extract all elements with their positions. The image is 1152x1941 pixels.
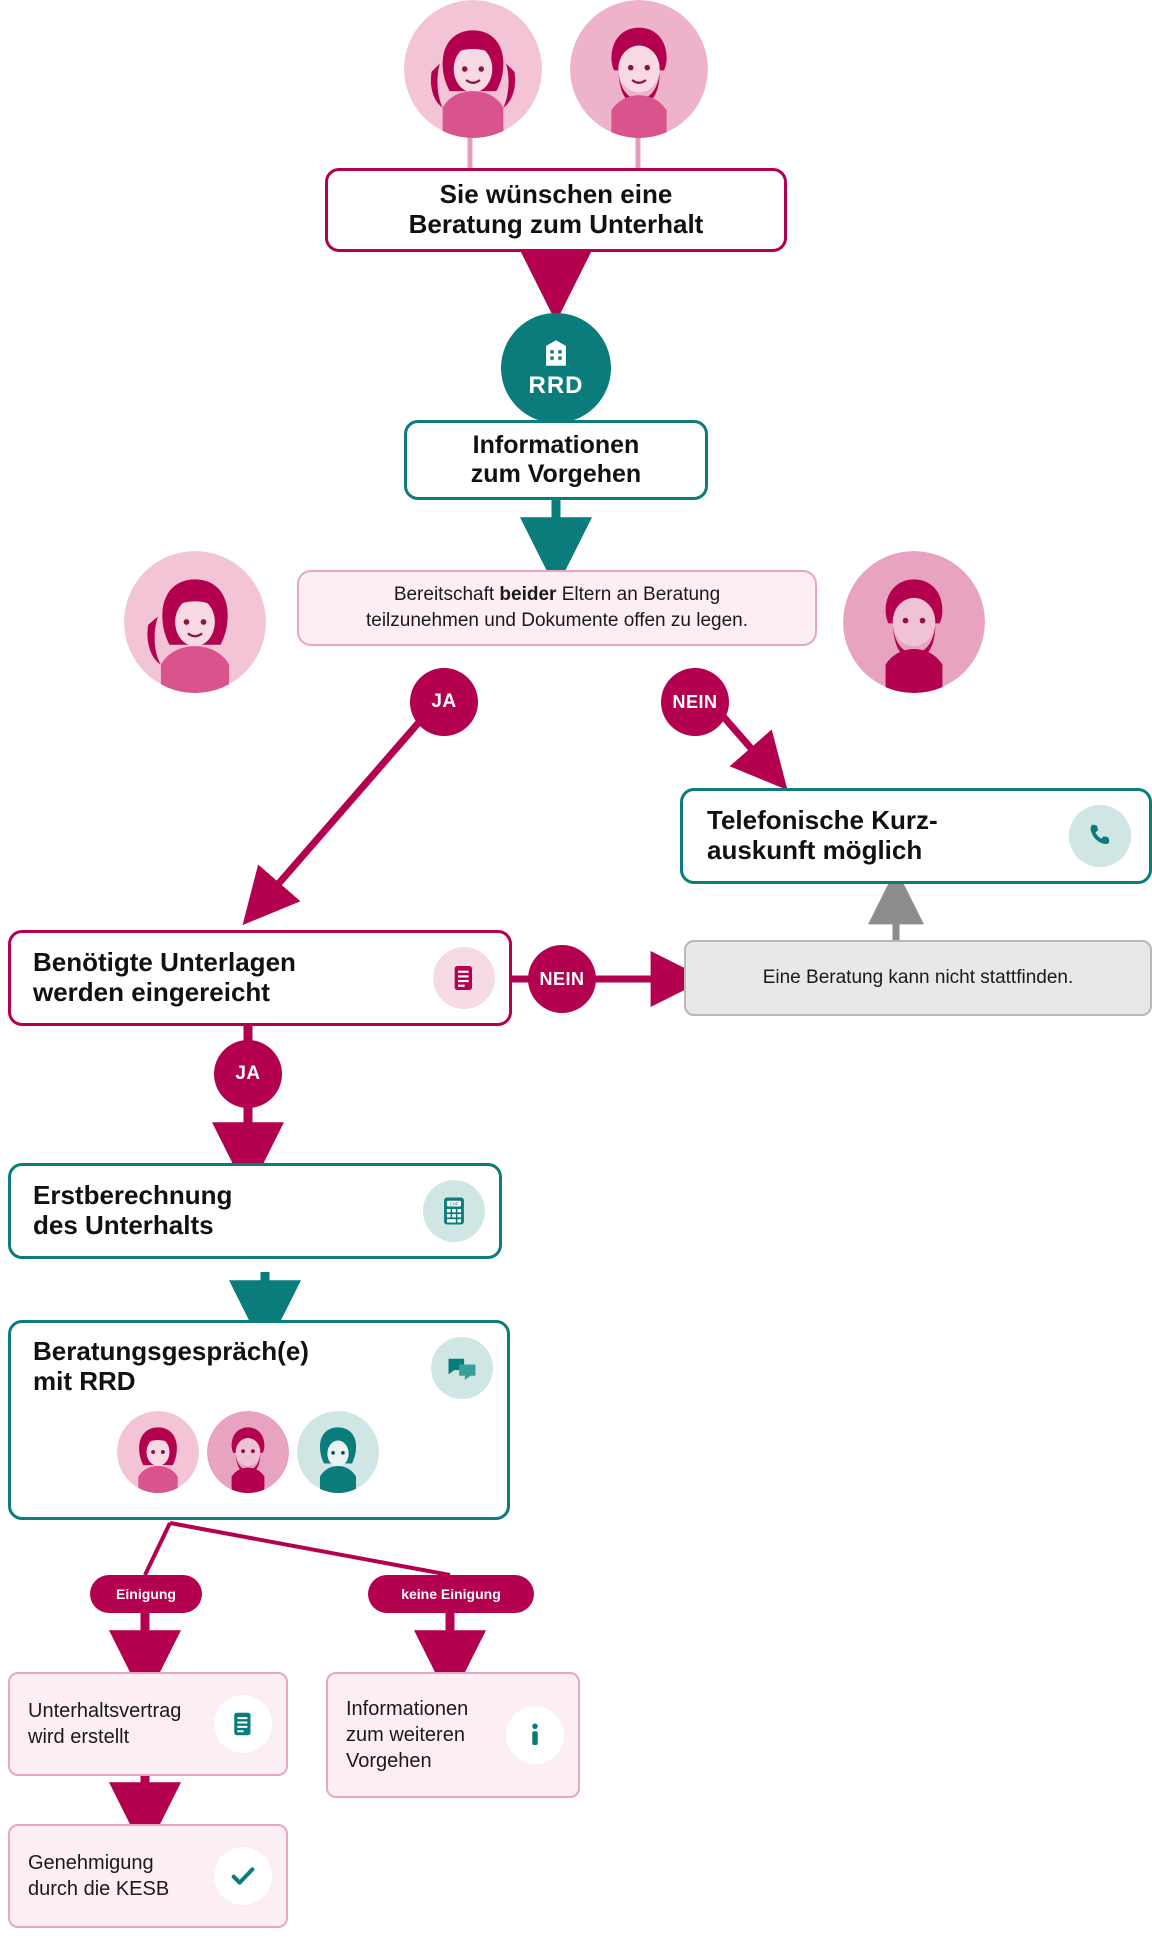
- no-consultation-text: Eine Beratung kann nicht stattfinden.: [762, 966, 1074, 988]
- calculation-line1: Erstberechnung: [33, 1180, 233, 1211]
- phone-line1: Telefonische Kurz-: [707, 805, 938, 836]
- avatar-man-top: [570, 0, 708, 138]
- approval-box[interactable]: [8, 1824, 288, 1928]
- documents-no-pill[interactable]: [528, 945, 596, 1013]
- start-box-line1: Sie wünschen eine: [439, 179, 673, 210]
- rrd-label: RRD: [528, 372, 584, 399]
- readiness-no-pill[interactable]: [661, 668, 729, 736]
- meeting-box[interactable]: [8, 1320, 510, 1520]
- documents-yes-label: JA: [235, 1063, 261, 1084]
- calculator-icon: [423, 1180, 485, 1242]
- start-box[interactable]: [325, 168, 787, 252]
- no-agreement-pill[interactable]: [368, 1575, 534, 1613]
- phone-icon: [1069, 805, 1131, 867]
- approval-line2: durch die KESB: [28, 1878, 170, 1900]
- avatar-man-mid: [843, 551, 985, 693]
- meeting-line2: mit RRD: [33, 1365, 136, 1396]
- further-info-box[interactable]: [326, 1672, 580, 1798]
- check-icon: [214, 1847, 272, 1905]
- readiness-text-part2: Eltern an Beratung: [556, 584, 721, 606]
- further-info-line3: Vorgehen: [346, 1750, 432, 1772]
- rrd-info-line1: Informationen: [472, 431, 640, 460]
- readiness-yes-label: JA: [431, 691, 457, 712]
- rrd-info-line2: zum Vorgehen: [470, 460, 642, 488]
- avatar-woman-meeting: [117, 1411, 199, 1493]
- avatar-woman-mid: [124, 551, 266, 693]
- avatar-man-meeting: [207, 1411, 289, 1493]
- readiness-box[interactable]: [297, 570, 817, 646]
- calculation-box[interactable]: [8, 1163, 502, 1259]
- no-consultation-box: [684, 940, 1152, 1016]
- rrd-badge: [501, 313, 611, 423]
- agreement-pill[interactable]: [90, 1575, 202, 1613]
- approval-line1: Genehmigung: [28, 1852, 154, 1874]
- phone-info-box[interactable]: [680, 788, 1152, 884]
- readiness-no-label: NEIN: [672, 691, 718, 712]
- documents-yes-pill[interactable]: [214, 1040, 282, 1108]
- building-icon: [539, 336, 573, 370]
- avatar-woman-top: [404, 0, 542, 138]
- phone-line2: auskunft möglich: [707, 835, 923, 865]
- readiness-text-bold: beider: [499, 584, 557, 606]
- calculator-icon-label: CHF: [449, 1201, 459, 1207]
- documents-line2: werden eingereicht: [33, 977, 270, 1007]
- document-icon: [433, 947, 495, 1009]
- rrd-info-box[interactable]: [404, 420, 708, 500]
- readiness-line2: teilzunehmen und Dokumente offen zu legen.: [365, 610, 749, 631]
- agreement-label: Einigung: [116, 1586, 176, 1602]
- contract-box[interactable]: [8, 1672, 288, 1776]
- further-info-line2: zum weiteren: [346, 1724, 465, 1746]
- avatar-advisor-meeting: [297, 1411, 379, 1493]
- documents-line1: Benötigte Unterlagen: [33, 947, 296, 978]
- document-icon: [214, 1695, 272, 1753]
- readiness-line1: [366, 582, 748, 608]
- readiness-text-part1: Bereitschaft: [393, 584, 500, 606]
- no-agreement-label: keine Einigung: [401, 1586, 501, 1602]
- info-icon: [506, 1706, 564, 1764]
- contract-line2: wird erstellt: [28, 1726, 130, 1748]
- further-info-line1: Informationen: [346, 1698, 469, 1720]
- calculation-line2: des Unterhalts: [33, 1210, 214, 1240]
- meeting-line1: Beratungsgespräch(e): [33, 1336, 309, 1366]
- documents-box[interactable]: [8, 930, 512, 1026]
- readiness-yes-pill[interactable]: [410, 668, 478, 736]
- start-box-line2: Beratung zum Unterhalt: [408, 209, 704, 239]
- speech-bubbles-icon: [431, 1337, 493, 1399]
- documents-no-label: NEIN: [539, 968, 585, 989]
- contract-line1: Unterhaltsvertrag: [28, 1700, 182, 1722]
